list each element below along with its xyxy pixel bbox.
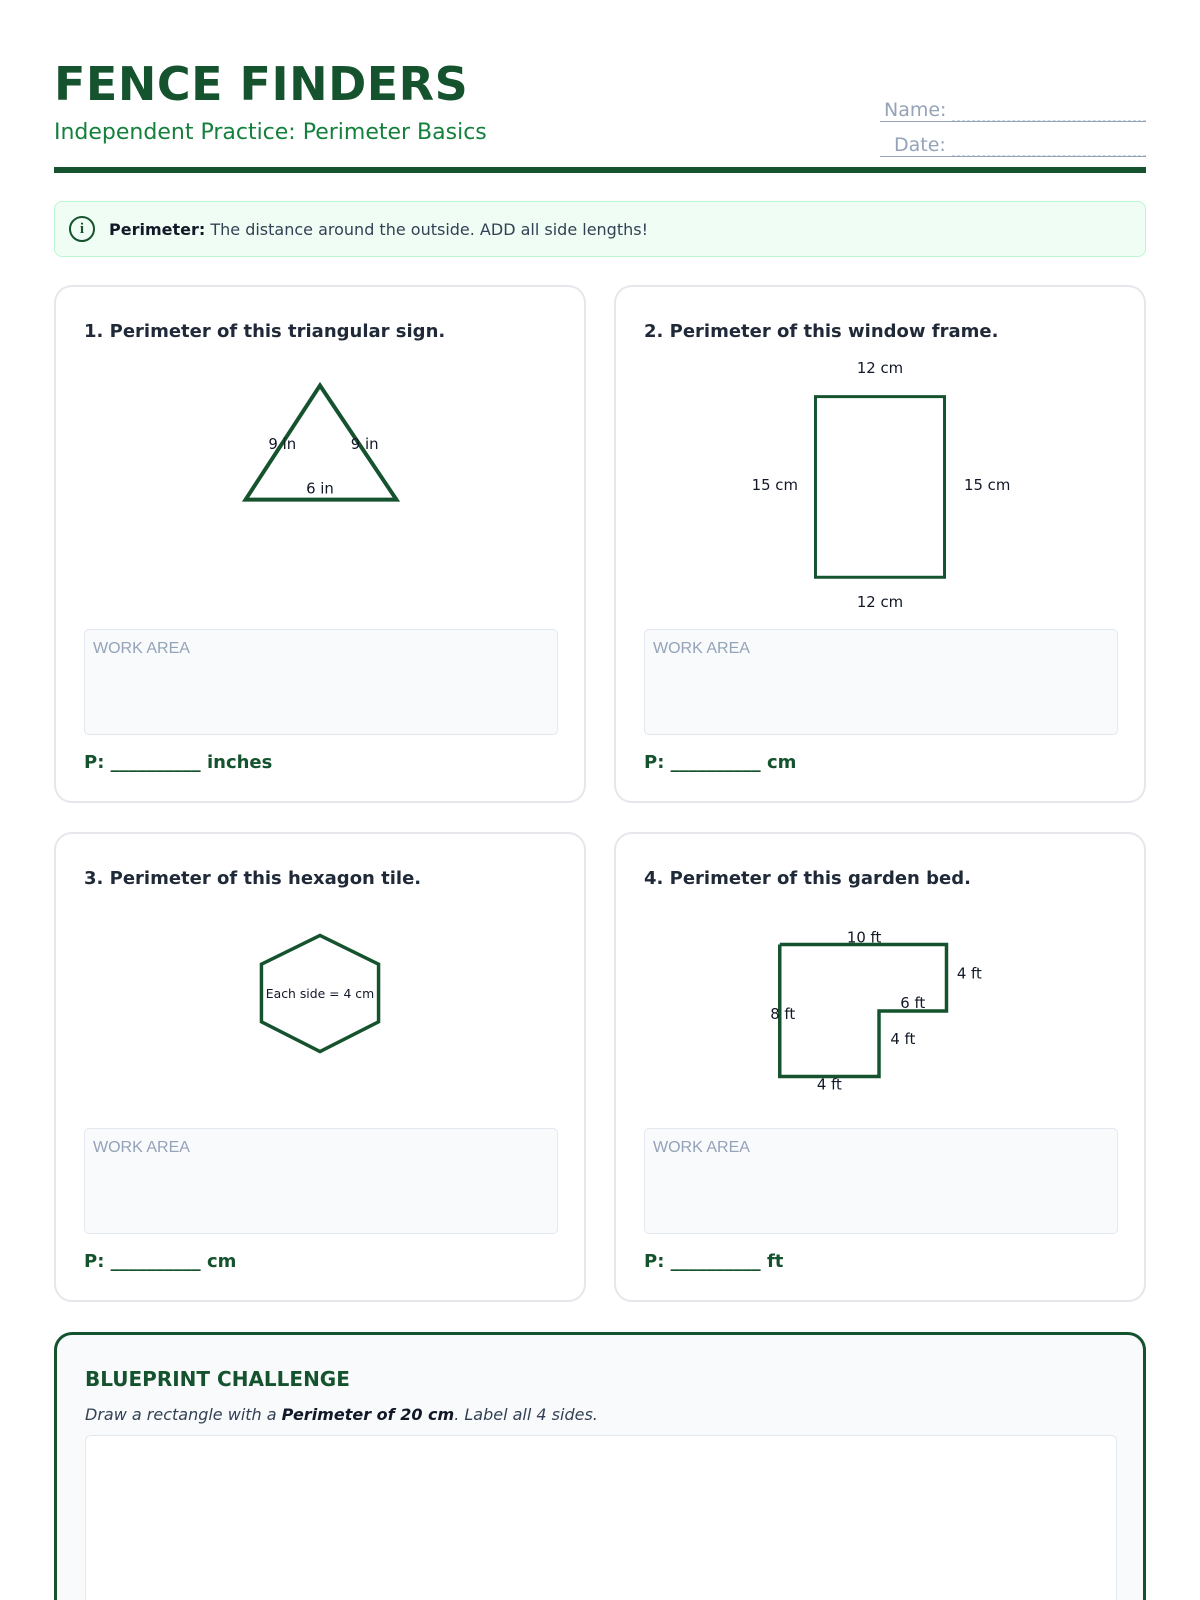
challenge-drawing-area[interactable] (85, 1435, 1117, 1600)
work-area-label: WORK AREA (93, 640, 190, 657)
page-title: FENCE FINDERS (54, 57, 469, 111)
date-field[interactable] (880, 127, 1146, 157)
work-area[interactable] (84, 629, 558, 735)
problem-title: 3. Perimeter of this hexagon tile. (84, 868, 422, 889)
definition-callout (54, 201, 1146, 257)
work-area-label: WORK AREA (653, 640, 750, 657)
work-area-label: WORK AREA (653, 1139, 750, 1156)
worksheet-header (54, 56, 1146, 176)
problem-title: 2. Perimeter of this window frame. (644, 321, 999, 342)
garden-bed-figure (616, 922, 1144, 1102)
work-area[interactable] (84, 1128, 558, 1234)
rect-top-label: 12 cm (856, 358, 904, 377)
hexagon-side-label: Each side = 4 cm (265, 985, 375, 1001)
rectangle-shape (815, 397, 944, 578)
triangle-figure (56, 377, 584, 517)
answer-unit: inches (206, 752, 273, 773)
problem-card-4 (614, 832, 1146, 1302)
problem-card-1 (54, 285, 586, 803)
problem-card-3 (54, 832, 586, 1302)
triangle-left-label: 9 in (268, 434, 297, 453)
l-top-label: 10 ft (846, 928, 882, 947)
rectangle-figure (616, 349, 1144, 609)
answer-prefix: P: __________ (84, 1251, 201, 1272)
date-label: Date: (894, 134, 946, 156)
problem-card-2 (614, 285, 1146, 803)
answer-line[interactable] (84, 1251, 236, 1272)
l-bottom-label: 4 ft (816, 1075, 842, 1094)
hexagon-figure (56, 932, 584, 1058)
triangle-base-label: 6 in (306, 479, 334, 498)
challenge-instructions (85, 1405, 598, 1424)
l-right-label: 4 ft (956, 964, 982, 983)
work-area[interactable] (644, 1128, 1118, 1234)
definition-body: The distance around the outside. ADD all side lengths! (210, 219, 648, 239)
answer-unit: cm (766, 752, 797, 773)
l-left-label: 8 ft (770, 1004, 796, 1023)
answer-line[interactable] (644, 1251, 783, 1272)
answer-line[interactable] (644, 752, 796, 773)
challenge-title: BLUEPRINT CHALLENGE (85, 1367, 350, 1391)
challenge-text-bold: Perimeter of 20 cm (281, 1405, 455, 1424)
answer-unit: ft (766, 1251, 784, 1272)
name-date-block (880, 92, 1146, 162)
answer-prefix: P: __________ (644, 752, 761, 773)
header-divider (54, 167, 1146, 173)
answer-line[interactable] (84, 752, 272, 773)
l-inner-top-label: 6 ft (900, 994, 926, 1013)
name-label: Name: (884, 99, 947, 121)
challenge-text-before: Draw a rectangle with a (85, 1405, 282, 1424)
work-area[interactable] (644, 629, 1118, 735)
blueprint-challenge (54, 1332, 1146, 1600)
definition-term: Perimeter: (109, 219, 206, 239)
problem-title: 1. Perimeter of this triangular sign. (84, 321, 446, 342)
work-area-label: WORK AREA (93, 1139, 190, 1156)
triangle-right-label: 9 in (350, 434, 379, 453)
challenge-text-after: . Label all 4 sides. (454, 1405, 598, 1424)
info-icon: i (69, 216, 95, 242)
definition-text (109, 220, 648, 239)
answer-prefix: P: __________ (84, 752, 201, 773)
problem-title: 4. Perimeter of this garden bed. (644, 868, 971, 889)
date-line (952, 138, 1146, 156)
answer-prefix: P: __________ (644, 1251, 761, 1272)
l-inner-right-label: 4 ft (890, 1029, 916, 1048)
rect-bottom-label: 12 cm (856, 593, 904, 609)
name-field[interactable] (880, 92, 1146, 122)
name-line (952, 103, 1146, 121)
page-subtitle: Independent Practice: Perimeter Basics (54, 120, 487, 145)
answer-unit: cm (206, 1251, 237, 1272)
rect-right-label: 15 cm (964, 475, 1011, 494)
rect-left-label: 15 cm (751, 475, 798, 494)
